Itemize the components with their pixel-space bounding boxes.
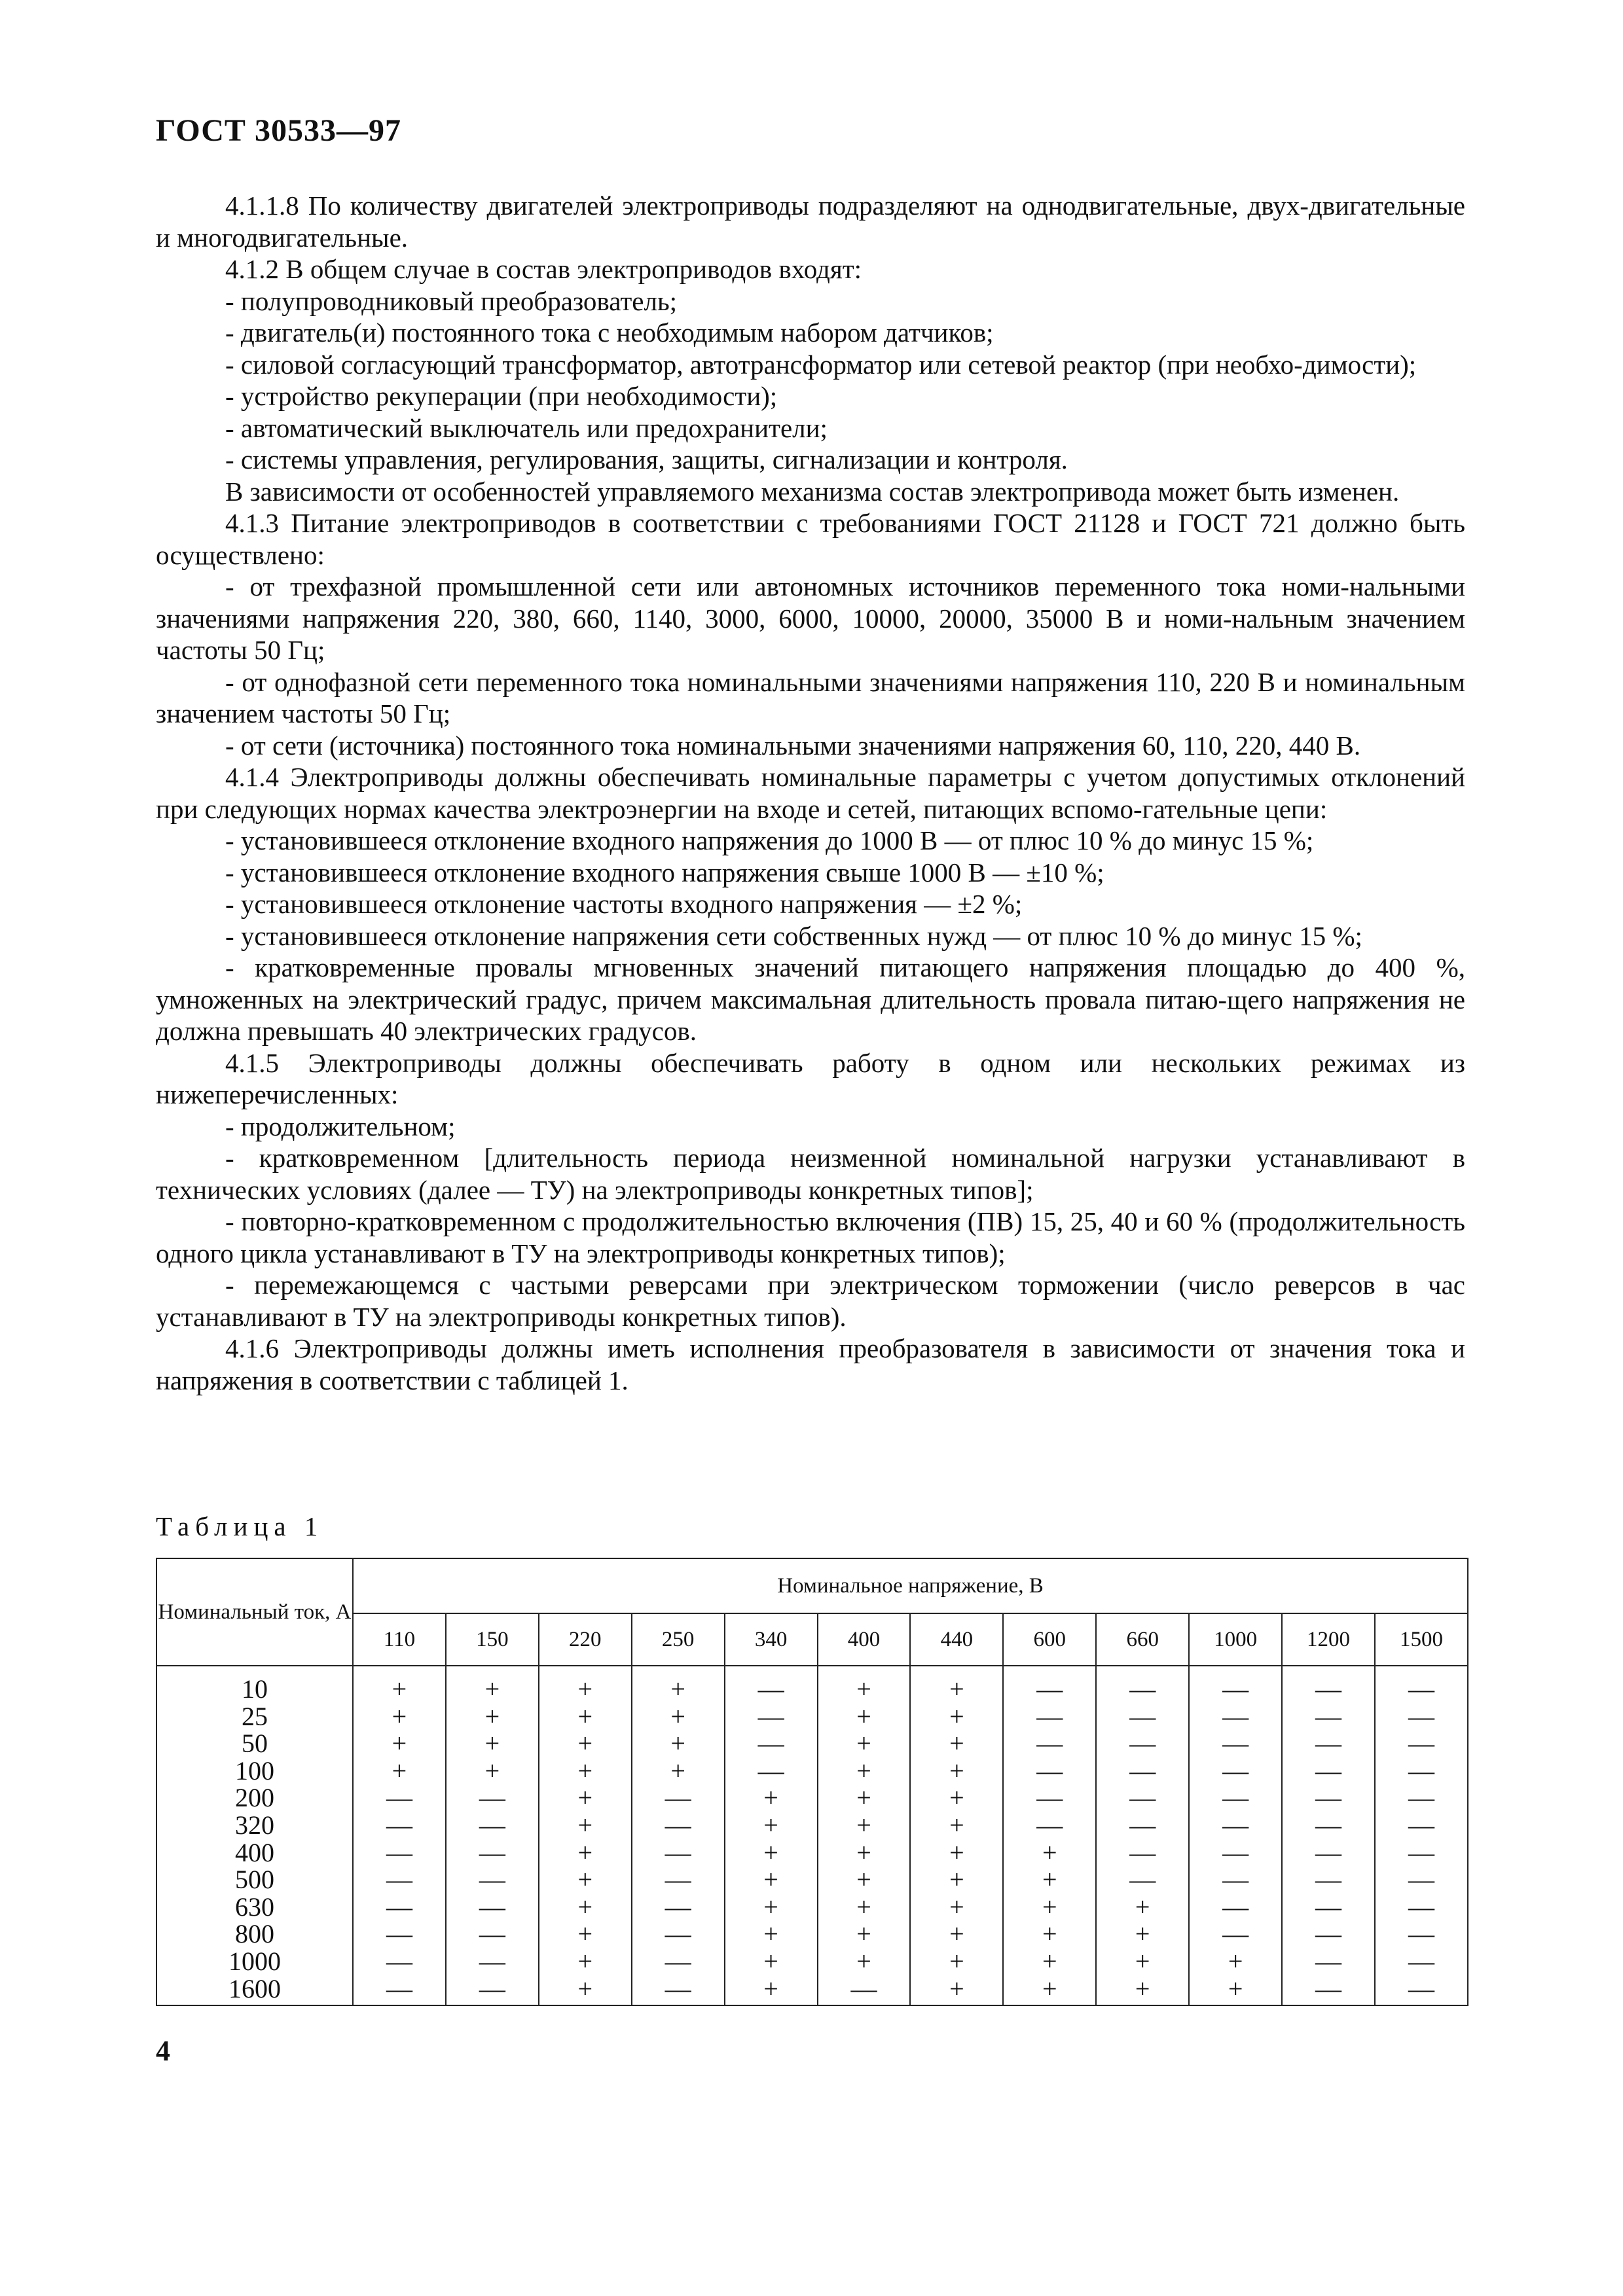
cell-current: 100 bbox=[156, 1757, 353, 1785]
cell-availability: + bbox=[1003, 1866, 1096, 1893]
cell-availability: — bbox=[1282, 1866, 1375, 1893]
cell-current: 500 bbox=[156, 1866, 353, 1893]
paragraph: - установившееся отклонение напряжения сети собственных нужд — от плюс 10 % до минус 15 %; bbox=[225, 920, 1362, 951]
cell-availability: — bbox=[1096, 1866, 1189, 1893]
header-voltage: 440 bbox=[910, 1613, 1003, 1666]
cell-availability: — bbox=[1375, 1839, 1468, 1867]
paragraph: - системы управления, регулирования, защиты, сигнализации и контроля. bbox=[225, 444, 1068, 475]
cell-availability: + bbox=[1096, 1893, 1189, 1921]
cell-current: 630 bbox=[156, 1893, 353, 1921]
cell-availability: + bbox=[725, 1866, 818, 1893]
cell-availability: — bbox=[446, 1812, 539, 1839]
page-number: 4 bbox=[156, 2035, 170, 2067]
paragraph: - двигатель(и) постоянного тока с необходимым набором датчиков; bbox=[225, 317, 994, 348]
cell-availability: + bbox=[910, 1666, 1003, 1703]
cell-availability: — bbox=[1282, 1948, 1375, 1975]
cell-availability: — bbox=[353, 1812, 446, 1839]
cell-availability: — bbox=[446, 1839, 539, 1867]
cell-availability: — bbox=[353, 1839, 446, 1867]
cell-availability: + bbox=[632, 1703, 725, 1731]
cell-availability: — bbox=[1375, 1893, 1468, 1921]
cell-availability: + bbox=[539, 1893, 632, 1921]
cell-availability: + bbox=[725, 1893, 818, 1921]
cell-availability: + bbox=[539, 1866, 632, 1893]
cell-availability: — bbox=[446, 1784, 539, 1812]
cell-availability: — bbox=[1003, 1703, 1096, 1731]
paragraph: - кратковременные провалы мгновенных значений питающего напряжения площадью до 400 %, умноженных на электрический градус, причем максимальная длительность провала питаю-щего напряжения не должна превышать 40 электрических градусов. bbox=[156, 952, 1465, 1046]
cell-availability: + bbox=[910, 1920, 1003, 1948]
cell-availability: + bbox=[818, 1666, 911, 1703]
cell-availability: + bbox=[910, 1757, 1003, 1785]
cell-availability: — bbox=[446, 1920, 539, 1948]
cell-availability: — bbox=[1375, 1666, 1468, 1703]
paragraph: 4.1.1.8 По количеству двигателей электроприводы подразделяют на однодвигательные, двух-двигательные и многодвигательные. bbox=[156, 190, 1465, 253]
cell-availability: — bbox=[632, 1920, 725, 1948]
cell-availability: + bbox=[539, 1757, 632, 1785]
cell-availability: + bbox=[632, 1666, 725, 1703]
cell-availability: + bbox=[910, 1730, 1003, 1757]
paragraph: - кратковременном [длительность периода неизменной номинальной нагрузки устанавливают в технических условиях (далее — ТУ) на электроприводы конкретных типов]; bbox=[156, 1143, 1465, 1205]
cell-availability: — bbox=[1003, 1730, 1096, 1757]
cell-availability: + bbox=[539, 1666, 632, 1703]
paragraph: В зависимости от особенностей управляемого механизма состав электропривода может быть изменен. bbox=[225, 476, 1400, 507]
cell-availability: + bbox=[910, 1948, 1003, 1975]
cell-availability: + bbox=[1096, 1948, 1189, 1975]
header-voltage: 250 bbox=[632, 1613, 725, 1666]
cell-availability: + bbox=[818, 1839, 911, 1867]
cell-availability: — bbox=[1282, 1920, 1375, 1948]
cell-availability: — bbox=[632, 1866, 725, 1893]
cell-availability: + bbox=[818, 1893, 911, 1921]
cell-availability: — bbox=[818, 1975, 911, 2006]
header-voltage: 1500 bbox=[1375, 1613, 1468, 1666]
cell-availability: + bbox=[1189, 1948, 1282, 1975]
cell-availability: — bbox=[1375, 1703, 1468, 1731]
cell-availability: — bbox=[1282, 1839, 1375, 1867]
paragraph: 4.1.3 Питание электроприводов в соответствии с требованиями ГОСТ 21128 и ГОСТ 721 должно быть осуществлено: bbox=[156, 508, 1465, 570]
table-row bbox=[156, 1730, 1468, 1757]
paragraph: - от трехфазной промышленной сети или автономных источников переменного тока номи-нальными значениями напряжения 220, 380, 660, 1140, 3000, 6000, 10000, 20000, 35000 В и номи-нальным значением частоты 50 Гц; bbox=[156, 571, 1465, 665]
cell-current: 25 bbox=[156, 1703, 353, 1731]
paragraph: - продолжительном; bbox=[225, 1111, 456, 1141]
cell-availability: — bbox=[1189, 1757, 1282, 1785]
cell-availability: + bbox=[818, 1703, 911, 1731]
paragraph: - установившееся отклонение входного напряжения свыше 1000 В — ±10 %; bbox=[225, 857, 1104, 888]
cell-availability: — bbox=[1282, 1812, 1375, 1839]
cell-availability: — bbox=[353, 1893, 446, 1921]
cell-availability: — bbox=[1189, 1730, 1282, 1757]
document-body bbox=[156, 190, 1465, 1396]
cell-availability: — bbox=[1096, 1812, 1189, 1839]
cell-availability: — bbox=[1282, 1730, 1375, 1757]
cell-availability: — bbox=[1375, 1757, 1468, 1785]
table-row bbox=[156, 1839, 1468, 1867]
cell-availability: — bbox=[446, 1893, 539, 1921]
cell-availability: — bbox=[1375, 1975, 1468, 2006]
cell-current: 10 bbox=[156, 1666, 353, 1703]
paragraph: - полупроводниковый преобразователь; bbox=[225, 285, 678, 316]
cell-availability: + bbox=[725, 1948, 818, 1975]
header-voltage: 150 bbox=[446, 1613, 539, 1666]
cell-availability: — bbox=[353, 1866, 446, 1893]
cell-availability: + bbox=[539, 1948, 632, 1975]
cell-availability: — bbox=[353, 1948, 446, 1975]
cell-availability: — bbox=[1375, 1866, 1468, 1893]
cell-availability: + bbox=[910, 1703, 1003, 1731]
paragraph: 4.1.2 В общем случае в состав электроприводов входят: bbox=[225, 254, 862, 284]
cell-availability: + bbox=[818, 1784, 911, 1812]
cell-availability: + bbox=[910, 1812, 1003, 1839]
table-row bbox=[156, 1893, 1468, 1921]
paragraph: 4.1.4 Электроприводы должны обеспечивать номинальные параметры с учетом допустимых отклонений при следующих нормах качества электроэнергии на входе и сетей, питающих вспомо-гательные цепи: bbox=[156, 762, 1465, 824]
cell-current: 1000 bbox=[156, 1948, 353, 1975]
header-voltage: 600 bbox=[1003, 1613, 1096, 1666]
cell-availability: + bbox=[725, 1784, 818, 1812]
cell-current: 800 bbox=[156, 1920, 353, 1948]
cell-availability: + bbox=[910, 1866, 1003, 1893]
cell-availability: + bbox=[539, 1975, 632, 2006]
paragraph: - установившееся отклонение входного напряжения до 1000 В — от плюс 10 % до минус 15 %; bbox=[225, 825, 1314, 855]
cell-availability: — bbox=[1096, 1839, 1189, 1867]
cell-availability: + bbox=[725, 1812, 818, 1839]
cell-availability: — bbox=[1282, 1975, 1375, 2006]
header-voltage-group: Номинальное напряжение, В bbox=[353, 1558, 1468, 1613]
cell-availability: — bbox=[1375, 1784, 1468, 1812]
paragraph: 4.1.5 Электроприводы должны обеспечивать работу в одном или нескольких режимах из нижеперечисленных: bbox=[156, 1047, 1465, 1109]
paragraph: - от однофазной сети переменного тока номинальными значениями напряжения 110, 220 В и номинальным значением частоты 50 Гц; bbox=[156, 666, 1465, 728]
cell-availability: — bbox=[1003, 1812, 1096, 1839]
cell-availability: — bbox=[1096, 1666, 1189, 1703]
cell-availability: — bbox=[1282, 1703, 1375, 1731]
cell-availability: — bbox=[632, 1893, 725, 1921]
table-1 bbox=[156, 1558, 1468, 2006]
cell-availability: + bbox=[539, 1703, 632, 1731]
cell-availability: + bbox=[632, 1730, 725, 1757]
cell-availability: + bbox=[818, 1948, 911, 1975]
header-current: Номинальный ток, А bbox=[156, 1558, 353, 1666]
table-row bbox=[156, 1866, 1468, 1893]
cell-availability: + bbox=[1003, 1893, 1096, 1921]
cell-availability: + bbox=[818, 1866, 911, 1893]
cell-availability: — bbox=[632, 1812, 725, 1839]
cell-availability: — bbox=[632, 1839, 725, 1867]
paragraph: - установившееся отклонение частоты входного напряжения — ±2 %; bbox=[225, 889, 1023, 919]
cell-availability: — bbox=[725, 1757, 818, 1785]
cell-availability: — bbox=[1375, 1730, 1468, 1757]
cell-availability: + bbox=[725, 1920, 818, 1948]
cell-availability: — bbox=[1189, 1839, 1282, 1867]
header-voltage: 400 bbox=[818, 1613, 911, 1666]
header-voltage: 110 bbox=[353, 1613, 446, 1666]
cell-current: 320 bbox=[156, 1812, 353, 1839]
cell-availability: + bbox=[818, 1920, 911, 1948]
cell-availability: + bbox=[1003, 1975, 1096, 2006]
cell-availability: — bbox=[1282, 1893, 1375, 1921]
cell-availability: + bbox=[818, 1812, 911, 1839]
cell-availability: + bbox=[539, 1784, 632, 1812]
cell-availability: — bbox=[1282, 1757, 1375, 1785]
table-row bbox=[156, 1920, 1468, 1948]
table-row bbox=[156, 1784, 1468, 1812]
cell-availability: + bbox=[539, 1812, 632, 1839]
table-row bbox=[156, 1703, 1468, 1731]
cell-availability: — bbox=[1189, 1920, 1282, 1948]
cell-availability: — bbox=[1282, 1666, 1375, 1703]
cell-availability: — bbox=[1189, 1812, 1282, 1839]
cell-availability: + bbox=[1189, 1975, 1282, 2006]
cell-availability: — bbox=[1003, 1784, 1096, 1812]
cell-availability: — bbox=[725, 1666, 818, 1703]
cell-availability: + bbox=[1003, 1839, 1096, 1867]
paragraph: - автоматический выключатель или предохранители; bbox=[225, 412, 828, 443]
cell-availability: + bbox=[910, 1975, 1003, 2006]
cell-availability: — bbox=[632, 1784, 725, 1812]
cell-availability: + bbox=[1003, 1948, 1096, 1975]
cell-availability: — bbox=[353, 1784, 446, 1812]
cell-availability: — bbox=[632, 1948, 725, 1975]
paragraph: - устройство рекуперации (при необходимости); bbox=[225, 381, 778, 411]
cell-availability: + bbox=[353, 1730, 446, 1757]
cell-availability: — bbox=[632, 1975, 725, 2006]
cell-availability: — bbox=[1375, 1920, 1468, 1948]
paragraph: 4.1.6 Электроприводы должны иметь исполнения преобразователя в зависимости от значения тока и напряжения в соответствии с таблицей 1. bbox=[156, 1333, 1465, 1395]
table-row bbox=[156, 1666, 1468, 1703]
cell-availability: + bbox=[632, 1757, 725, 1785]
cell-availability: — bbox=[1189, 1703, 1282, 1731]
header-voltage: 220 bbox=[539, 1613, 632, 1666]
cell-availability: — bbox=[446, 1948, 539, 1975]
header-voltage: 340 bbox=[725, 1613, 818, 1666]
cell-availability: — bbox=[446, 1975, 539, 2006]
paragraph: - от сети (источника) постоянного тока номинальными значениями напряжения 60, 110, 220, 440 В. bbox=[225, 730, 1361, 761]
cell-availability: + bbox=[353, 1666, 446, 1703]
table-row bbox=[156, 1948, 1468, 1975]
cell-availability: — bbox=[353, 1975, 446, 2006]
cell-availability: — bbox=[1096, 1784, 1189, 1812]
cell-availability: + bbox=[539, 1839, 632, 1867]
cell-availability: — bbox=[725, 1703, 818, 1731]
cell-availability: + bbox=[910, 1784, 1003, 1812]
cell-availability: + bbox=[353, 1703, 446, 1731]
cell-availability: + bbox=[725, 1839, 818, 1867]
table-row bbox=[156, 1975, 1468, 2006]
cell-availability: — bbox=[1282, 1784, 1375, 1812]
cell-availability: — bbox=[1096, 1703, 1189, 1731]
cell-availability: + bbox=[539, 1730, 632, 1757]
cell-current: 400 bbox=[156, 1839, 353, 1867]
paragraph: - силовой согласующий трансформатор, автотрансформатор или сетевой реактор (при необхо-димости); bbox=[225, 349, 1417, 380]
cell-availability: + bbox=[818, 1757, 911, 1785]
header-voltage: 1000 bbox=[1189, 1613, 1282, 1666]
cell-availability: + bbox=[910, 1839, 1003, 1867]
cell-availability: — bbox=[1189, 1666, 1282, 1703]
cell-current: 200 bbox=[156, 1784, 353, 1812]
cell-availability: + bbox=[1096, 1975, 1189, 2006]
table-row bbox=[156, 1812, 1468, 1839]
cell-availability: + bbox=[1003, 1920, 1096, 1948]
cell-availability: — bbox=[1189, 1866, 1282, 1893]
cell-availability: — bbox=[725, 1730, 818, 1757]
cell-availability: — bbox=[1003, 1757, 1096, 1785]
cell-availability: + bbox=[446, 1703, 539, 1731]
cell-availability: — bbox=[1096, 1730, 1189, 1757]
cell-availability: — bbox=[1189, 1893, 1282, 1921]
cell-availability: + bbox=[446, 1666, 539, 1703]
cell-availability: — bbox=[1003, 1666, 1096, 1703]
cell-availability: — bbox=[1375, 1812, 1468, 1839]
cell-availability: + bbox=[725, 1975, 818, 2006]
cell-availability: + bbox=[910, 1893, 1003, 1921]
paragraph: - повторно-кратковременном с продолжительностью включения (ПВ) 15, 25, 40 и 60 % (продолжительность одного цикла устанавливают в ТУ на электроприводы конкретных типов); bbox=[156, 1206, 1465, 1268]
cell-availability: + bbox=[818, 1730, 911, 1757]
cell-current: 50 bbox=[156, 1730, 353, 1757]
cell-availability: + bbox=[539, 1920, 632, 1948]
table-caption: Таблица 1 bbox=[156, 1511, 324, 1541]
paragraph: - перемежающемся с частыми реверсами при электрическом торможении (число реверсов в час устанавливают в ТУ на электроприводы конкретных типов). bbox=[156, 1270, 1465, 1332]
table-row bbox=[156, 1757, 1468, 1785]
cell-availability: — bbox=[446, 1866, 539, 1893]
cell-availability: + bbox=[353, 1757, 446, 1785]
header-voltage: 1200 bbox=[1282, 1613, 1375, 1666]
cell-availability: — bbox=[1189, 1784, 1282, 1812]
cell-availability: + bbox=[1096, 1920, 1189, 1948]
cell-availability: — bbox=[1375, 1948, 1468, 1975]
document-header: ГОСТ 30533—97 bbox=[156, 113, 401, 148]
cell-availability: — bbox=[353, 1920, 446, 1948]
cell-availability: — bbox=[1096, 1757, 1189, 1785]
cell-availability: + bbox=[446, 1757, 539, 1785]
header-voltage: 660 bbox=[1096, 1613, 1189, 1666]
cell-current: 1600 bbox=[156, 1975, 353, 2006]
cell-availability: + bbox=[446, 1730, 539, 1757]
